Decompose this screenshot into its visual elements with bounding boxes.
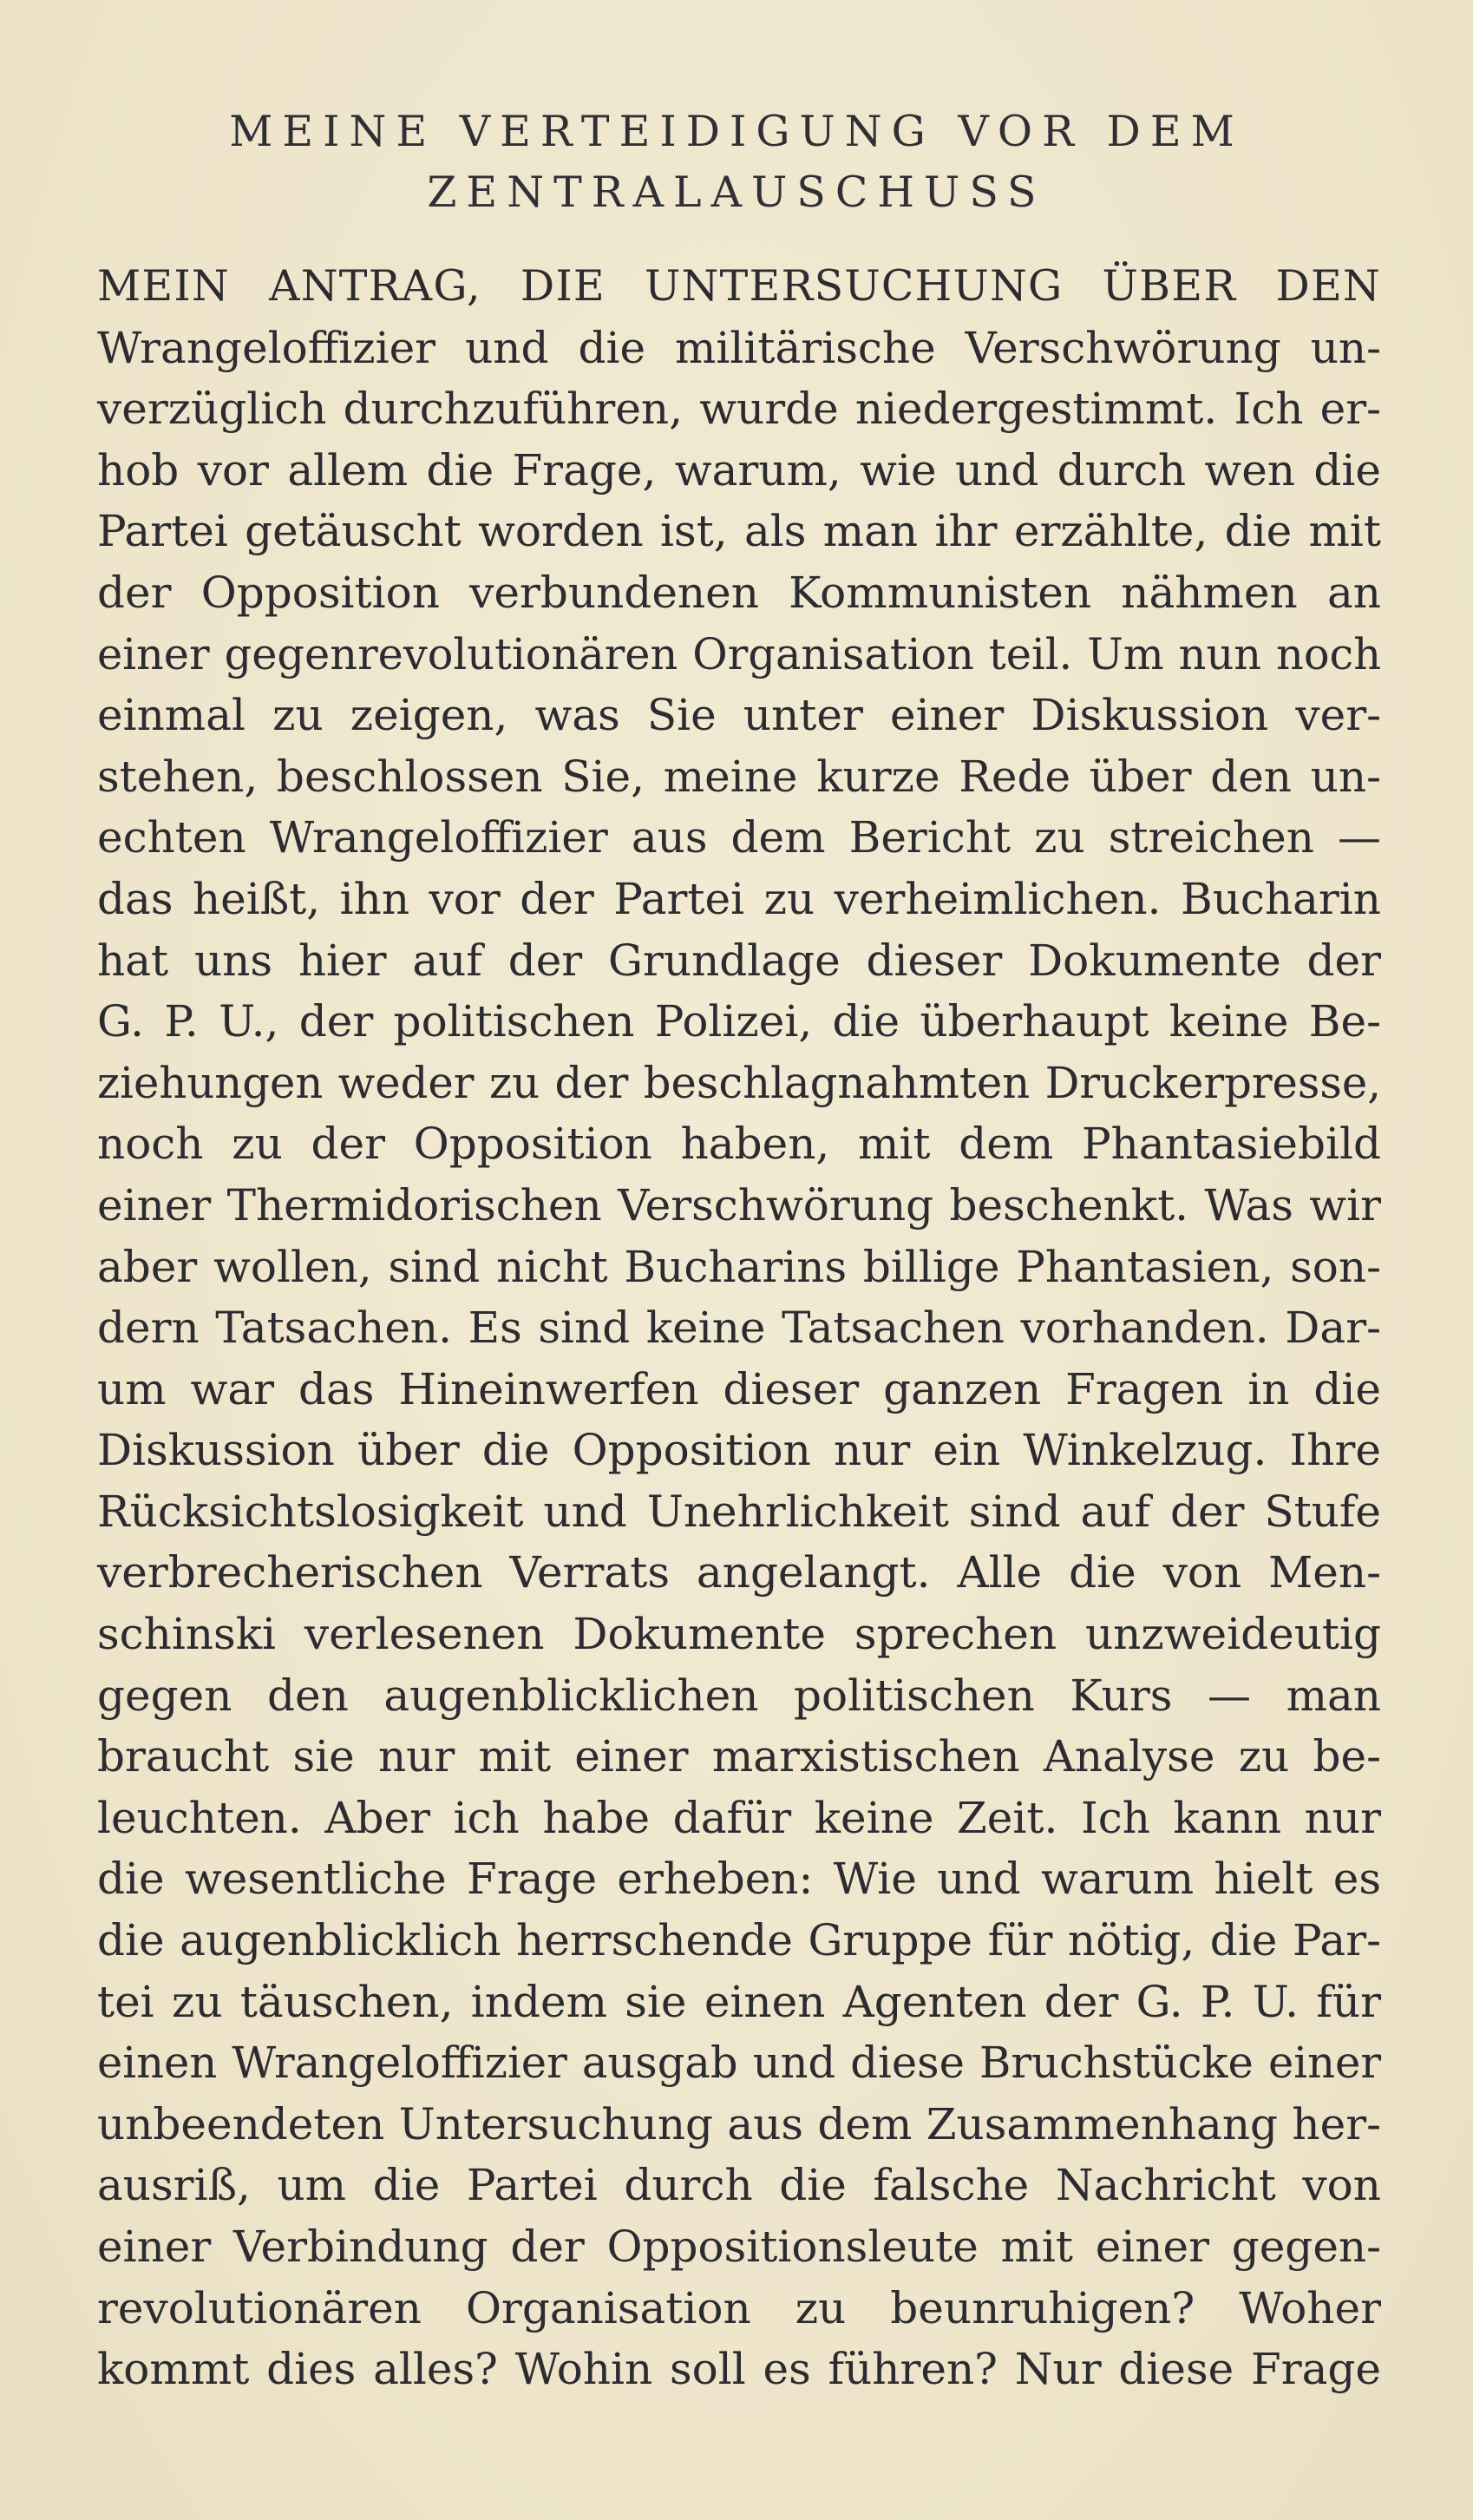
text-line-7: einer gegenrevolutionären Organisation teil. Um nun noch [97, 628, 1381, 679]
text-line-18: dern Tatsachen. Es sind keine Tatsachen vorhanden. Dar- [97, 1303, 1381, 1354]
text-line-29: tei zu täuschen, indem sie einen Agenten der G. P. U. für [97, 1976, 1381, 2027]
text-line-3: verzüglich durchzuführen, wurde niedergestimmt. Ich er- [97, 384, 1381, 435]
text-line-26: leuchten. Aber ich habe dafür keine Zeit. Ich kann nur [97, 1792, 1381, 1843]
text-line-1: MEIN ANTRAG, DIE UNTERSUCHUNG ÜBER DEN [97, 261, 1381, 311]
text-line-6: der Opposition verbundenen Kommunisten nähmen an [97, 567, 1381, 618]
text-line-27: die wesentliche Frage erheben: Wie und warum hielt es [97, 1854, 1381, 1905]
text-line-25: braucht sie nur mit einer marxistischen Analyse zu be- [97, 1731, 1381, 1782]
text-line-23: schinski verlesenen Dokumente sprechen unzweideutig [97, 1609, 1381, 1660]
text-line-13: G. P. U., der politischen Polizei, die überhaupt keine Be- [97, 996, 1381, 1047]
text-line-32: ausriß, um die Partei durch die falsche Nachricht von [97, 2160, 1381, 2211]
chapter-title-line-2: ZENTRALAUSCHUSS [427, 167, 1046, 217]
text-line-22: verbrecherischen Verrats angelangt. Alle die von Men- [97, 1547, 1381, 1598]
text-line-35: kommt dies alles? Wohin soll es führen? Nur diese Frage [97, 2344, 1381, 2395]
text-line-24: gegen den augenblicklichen politischen Kurs — man [97, 1670, 1381, 1721]
text-line-8: einmal zu zeigen, was Sie unter einer Diskussion ver- [97, 690, 1381, 741]
text-line-9: stehen, beschlossen Sie, meine kurze Rede über den un- [97, 751, 1381, 802]
text-line-31: unbeendeten Untersuchung aus dem Zusammenhang her- [97, 2098, 1381, 2149]
text-line-30: einen Wrangeloffizier ausgab und diese Bruchstücke einer [97, 2038, 1381, 2089]
text-line-34: revolutionären Organisation zu beunruhigen? Woher [97, 2282, 1381, 2333]
text-line-4: hob vor allem die Frage, warum, wie und durch wen die [97, 444, 1381, 495]
text-line-14: ziehungen weder zu der beschlagnahmten Druckerpresse, [97, 1057, 1381, 1108]
text-line-12: hat uns hier auf der Grundlage dieser Dokumente der [97, 935, 1381, 986]
body-text [97, 256, 1381, 2400]
text-line-11: das heißt, ihn vor der Partei zu verheimlichen. Bucharin [97, 873, 1381, 924]
text-line-21: Rücksichtslosigkeit und Unehrlichkeit sind auf der Stufe [97, 1486, 1381, 1537]
text-line-28: die augenblicklich herrschende Gruppe für nötig, die Par- [97, 1915, 1381, 1966]
text-line-10: echten Wrangeloffizier aus dem Bericht zu streichen — [97, 812, 1381, 863]
text-line-2: Wrangeloffizier und die militärische Verschwörung un- [97, 322, 1381, 373]
text-line-15: noch zu der Opposition haben, mit dem Phantasiebild [97, 1119, 1381, 1170]
text-line-19: um war das Hineinwerfen dieser ganzen Fragen in die [97, 1363, 1381, 1414]
text-line-17: aber wollen, sind nicht Bucharins billige Phantasien, son- [97, 1241, 1381, 1292]
text-line-20: Diskussion über die Opposition nur ein Winkelzug. Ihre [97, 1425, 1381, 1476]
text-line-33: einer Verbindung der Oppositionsleute mit einer gegen- [97, 2221, 1381, 2272]
chapter-title-line-1: MEINE VERTEIDIGUNG VOR DEM [229, 107, 1244, 156]
text-line-16: einer Thermidorischen Verschwörung beschenkt. Was wir [97, 1179, 1381, 1230]
text-line-5: Partei getäuscht worden ist, als man ihr erzählte, die mit [97, 506, 1381, 557]
